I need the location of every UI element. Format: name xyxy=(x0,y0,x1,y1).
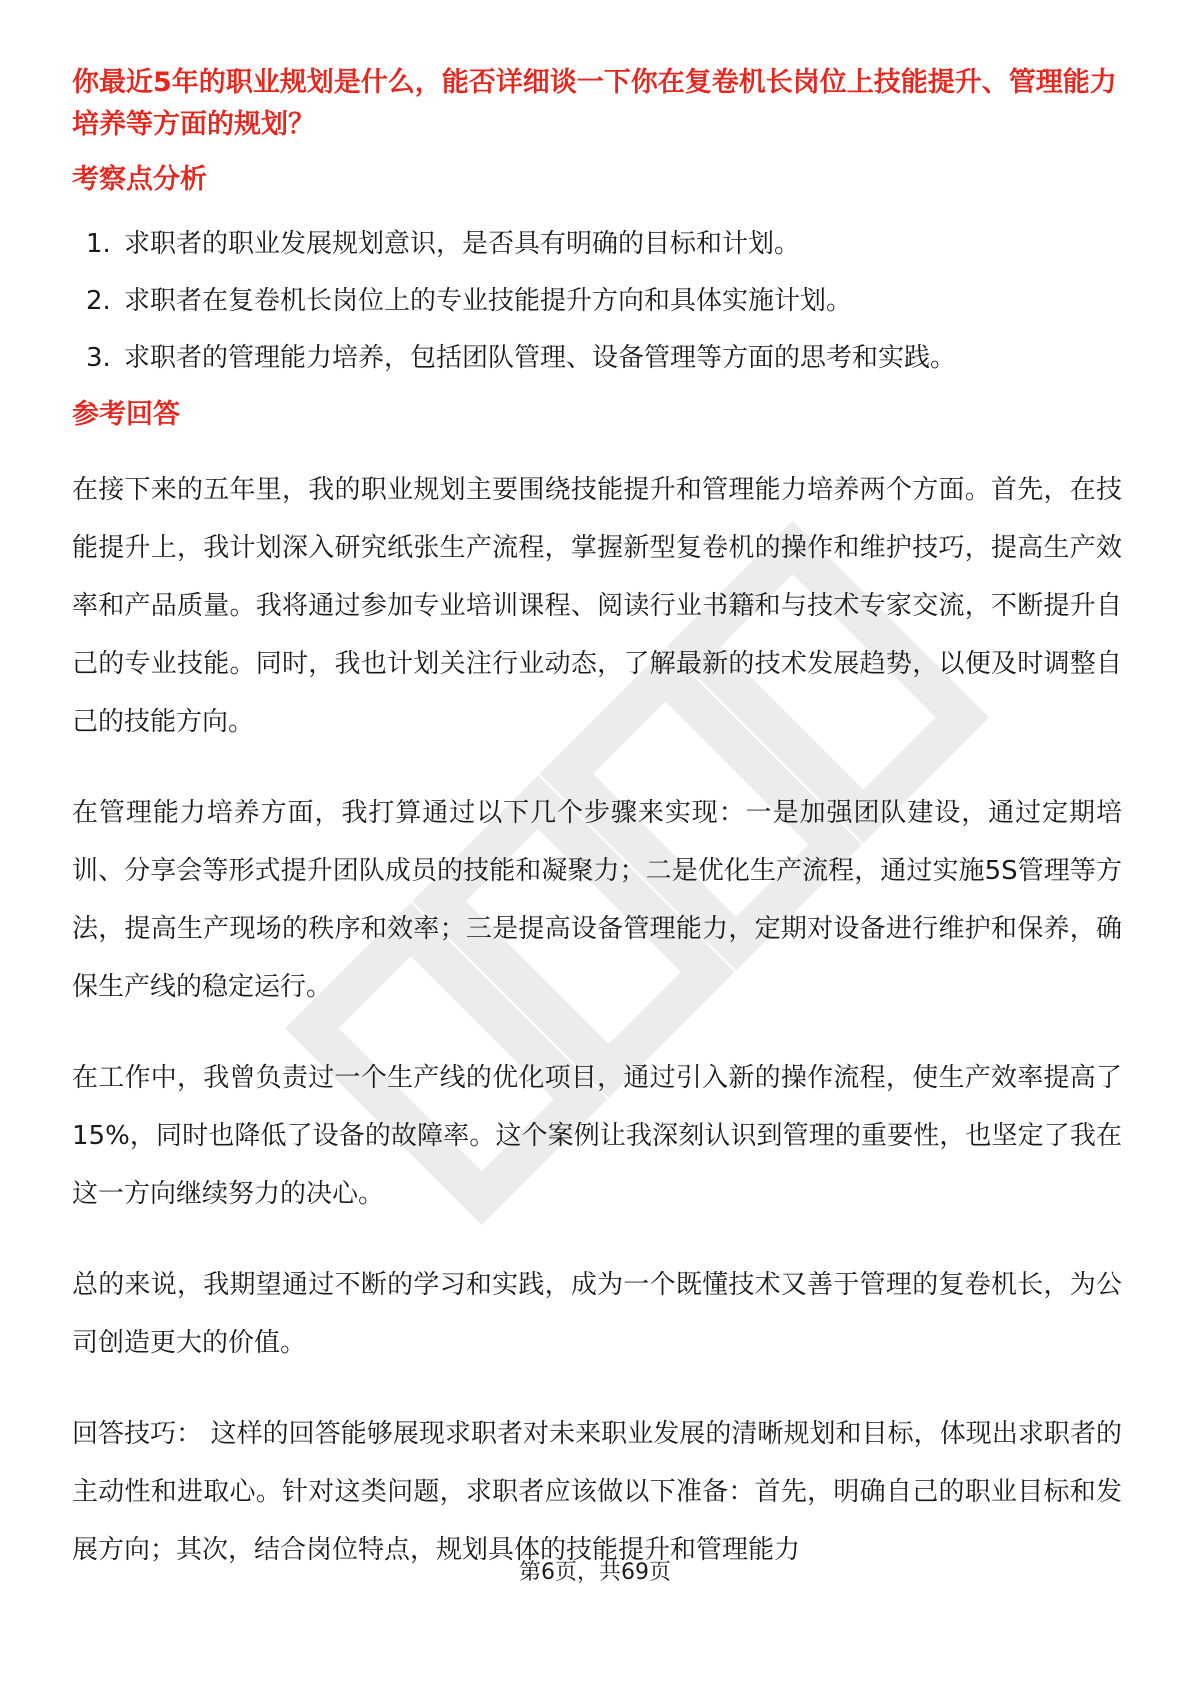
main-content xyxy=(72,62,1122,1579)
answer-paragraph: 总的来说，我期望通过不断的学习和实践，成为一个既懂技术又善于管理的复卷机长，为公司创造更大的价值。 xyxy=(72,1270,1122,1358)
answer-paragraph: 在接下来的五年里，我的职业规划主要围绕技能提升和管理能力培养两个方面。首先，在技能提升上，我计划深入研究纸张生产流程，掌握新型复卷机的操作和维护技巧，提高生产效率和产品质量。我将通过参加专业培训课程、阅读行业书籍和与技术专家交流，不断提升自己的专业技能。同时，我也计划关注行业动态，了解最新的技术发展趋势，以便及时调整自己的技能方向。 xyxy=(72,475,1122,737)
list-item-number: 1. xyxy=(86,229,111,259)
answer-title: 参考回答 xyxy=(72,399,180,430)
tips-paragraph: 回答技巧： 这样的回答能够展现求职者对未来职业发展的清晰规划和目标，体现出求职者的主动性和进取心。针对这类问题，求职者应该做以下准备：首先，明确自己的职业目标和发展方向；其次，结合岗位特点，规划具体的技能提升和管理能力 xyxy=(72,1419,1122,1565)
analysis-list xyxy=(72,224,1122,378)
question-heading: 你最近5年的职业规划是什么，能否详细谈一下你在复卷机长岗位上技能提升、管理能力培养等方面的规划？ xyxy=(72,67,1117,140)
analysis-title: 考察点分析 xyxy=(72,164,207,195)
list-item-text: 求职者的管理能力培养，包括团队管理、设备管理等方面的思考和实践。 xyxy=(124,343,957,373)
list-item-number: 3. xyxy=(86,343,111,373)
answer-paragraph: 在管理能力培养方面，我打算通过以下几个步骤来实现：一是加强团队建设，通过定期培训、分享会等形式提升团队成员的技能和凝聚力；二是优化生产流程，通过实施5S管理等方法，提高生产现场的秩序和效率；三是提高设备管理能力，定期对设备进行维护和保养，确保生产线的稳定运行。 xyxy=(72,798,1122,1002)
list-item xyxy=(86,338,1122,378)
list-item-number: 2. xyxy=(86,286,111,316)
answer-paragraph: 在工作中，我曾负责过一个生产线的优化项目，通过引入新的操作流程，使生产效率提高了15%，同时也降低了设备的故障率。这个案例让我深刻认识到管理的重要性，也坚定了我在这一方向继续努力的决心。 xyxy=(72,1063,1122,1209)
list-item xyxy=(86,224,1122,264)
list-item-text: 求职者的职业发展规划意识，是否具有明确的目标和计划。 xyxy=(124,229,801,259)
list-item xyxy=(86,281,1122,321)
list-item-text: 求职者在复卷机长岗位上的专业技能提升方向和具体实施计划。 xyxy=(124,286,853,316)
page-footer: 第6页，共69页 xyxy=(519,1560,671,1585)
